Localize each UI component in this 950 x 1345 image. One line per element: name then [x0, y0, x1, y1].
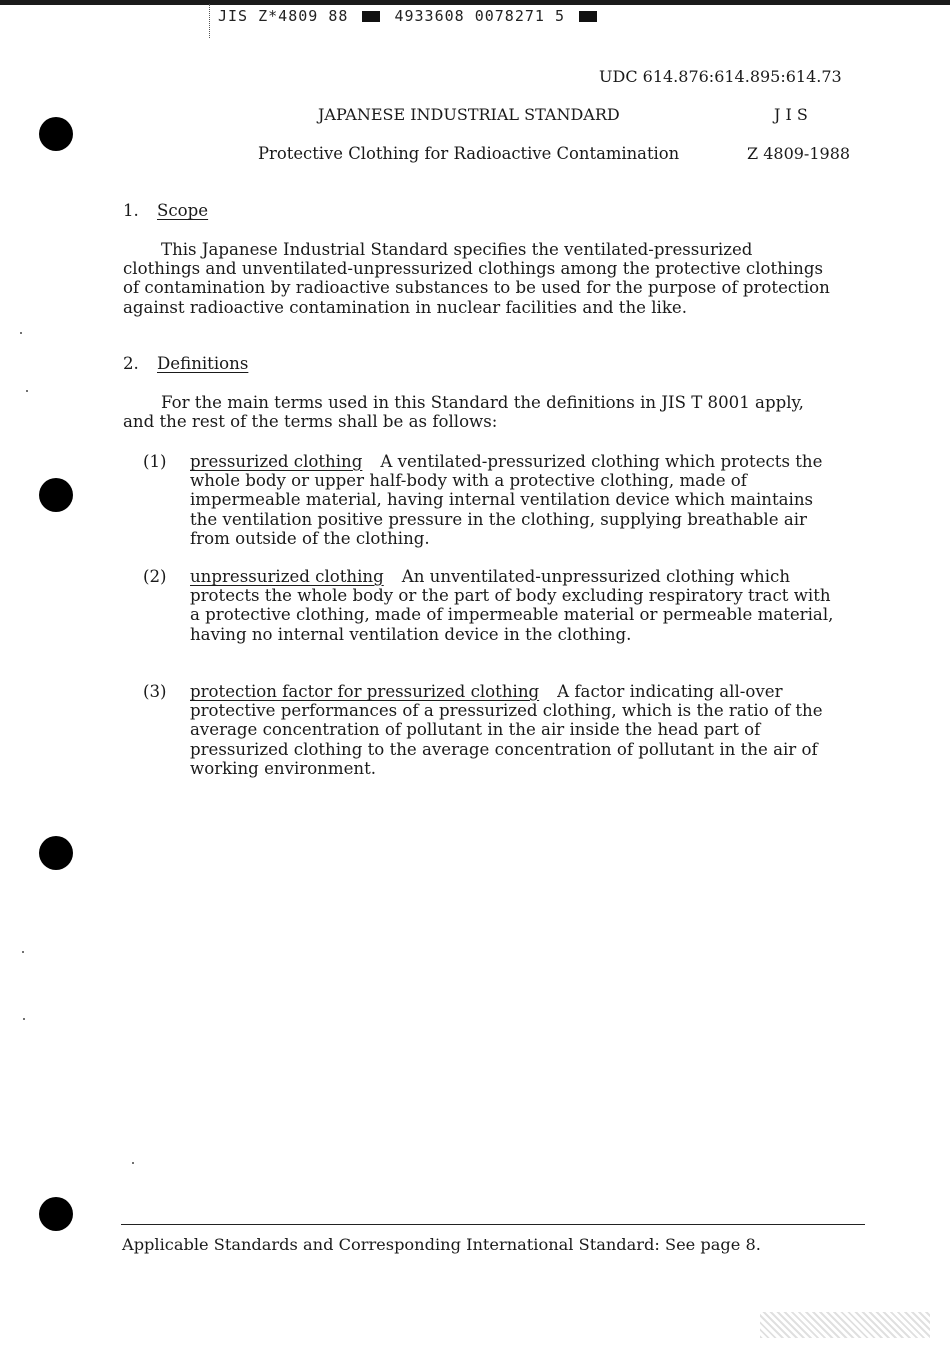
scan-header-number: 4933608 0078271 5 [394, 7, 565, 25]
definition-number: (1) [143, 452, 167, 471]
punch-hole [39, 1197, 73, 1231]
document-title: Protective Clothing for Radioactive Contamination [258, 144, 680, 163]
scan-speck [22, 951, 24, 953]
section-heading-definitions: Definitions [157, 354, 249, 373]
definition-item [190, 682, 840, 778]
scan-speck [20, 332, 22, 334]
definition-term: pressurized clothing [190, 452, 363, 471]
definitions-intro: For the main terms used in this Standard the definitions in JIS T 8001 apply, and the rest of the terms shall be as follows: [123, 393, 804, 432]
scan-speck [23, 1018, 25, 1020]
section-number: 1. [123, 201, 139, 220]
punch-hole [39, 478, 73, 512]
punch-hole [39, 836, 73, 870]
definition-term: protection factor for pressurized clothing [190, 682, 540, 701]
section-heading-scope: Scope [157, 201, 209, 220]
scan-top-border [0, 0, 950, 5]
definition-text: A factor indicating all-over protective performances of a pressurized clothing, which is the ratio of the average concentration of pollutant in the air inside the head part of pressurized clothing to the average concentration of pollutant in the air of working environment. [190, 682, 823, 778]
scan-header-code: JIS Z*4809 88 [218, 7, 349, 25]
redaction-block [579, 11, 597, 22]
definition-text: An unventilated-unpressurized clothing which protects the whole body or the part of body excluding respiratory tract with a protective clothing, made of impermeable material or permeable material, having no internal ventilation device in the clothing. [190, 567, 834, 644]
footer-rule [121, 1224, 865, 1225]
definition-item [190, 452, 840, 548]
definition-number: (2) [143, 567, 167, 586]
definition-item [190, 567, 840, 644]
section-number: 2. [123, 354, 139, 373]
standard-code: Z 4809-1988 [747, 144, 851, 163]
definition-text: A ventilated-pressurized clothing which protects the whole body or upper half-body with a protective clothing, made of impermeable material, having internal ventilation device which maintains the ventilation positive pressure in the clothing, supplying breathable air from outside of the clothing. [190, 452, 823, 548]
standard-name: JAPANESE INDUSTRIAL STANDARD [318, 105, 620, 124]
scan-header-line [218, 7, 601, 25]
footer-note: Applicable Standards and Corresponding International Standard: See page 8. [122, 1235, 761, 1254]
scan-speck [26, 390, 28, 392]
punch-hole [39, 117, 73, 151]
udc-classification: UDC 614.876:614.895:614.73 [599, 67, 842, 86]
jis-label: J I S [774, 105, 808, 124]
definition-term: unpressurized clothing [190, 567, 384, 586]
scan-stamp-mark [760, 1312, 930, 1338]
scan-margin-mark [209, 4, 212, 38]
scan-speck [132, 1162, 134, 1164]
scope-paragraph: This Japanese Industrial Standard specifies the ventilated-pressurized clothings and unventilated-unpressurized clothings among the protective clothings of contamination by radioactive substances to be used for the purpose of protection against radioactive contamination in nuclear facilities and the like. [123, 240, 830, 317]
redaction-block [362, 11, 380, 22]
definition-number: (3) [143, 682, 167, 701]
